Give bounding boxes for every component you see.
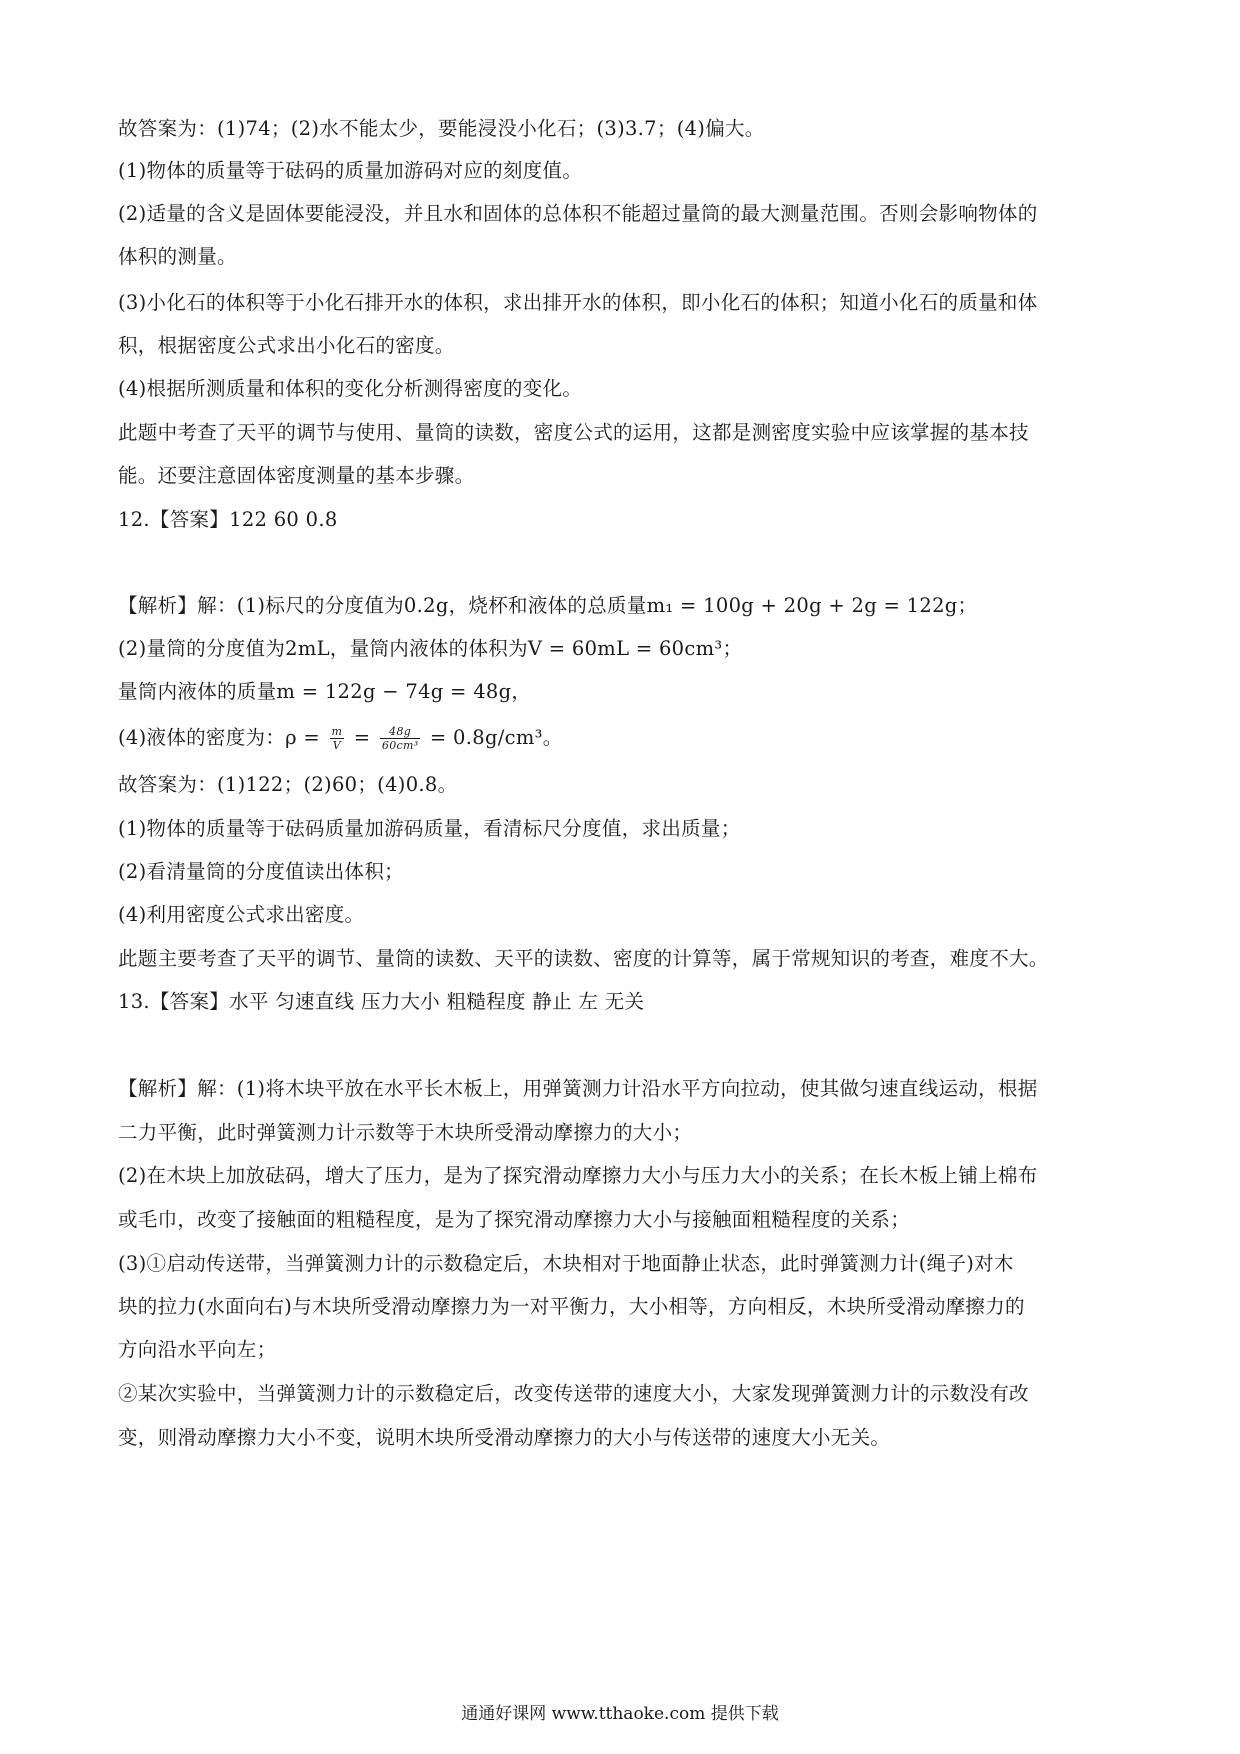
- explanation-line: 此题主要考查了天平的调节、量筒的读数、天平的读数、密度的计算等，属于常规知识的考查，难度不大。: [118, 947, 1049, 970]
- equals-sign: =: [347, 726, 377, 749]
- fraction-numerator: 48g: [380, 725, 421, 739]
- explanation-line: 能。还要注意固体密度测量的基本步骤。: [118, 464, 475, 487]
- fraction-denominator: 60cm³: [381, 739, 419, 752]
- explanation-line: 方向沿水平向左；: [118, 1338, 277, 1361]
- question-13-answer: 13.【答案】水平 匀速直线 压力大小 粗糙程度 静止 左 无关: [118, 990, 645, 1013]
- explanation-line: 量筒内液体的质量m = 122g − 74g = 48g，: [118, 680, 532, 703]
- explanation-line: 体积的测量。: [118, 245, 237, 268]
- explanation-line: 变，则滑动摩擦力大小不变，说明木块所受滑动摩擦力的大小与传送带的速度大小无关。: [118, 1426, 891, 1449]
- question-12-answer: 12.【答案】122 60 0.8: [118, 508, 338, 531]
- explanation-line: (4)利用密度公式求出密度。: [118, 903, 365, 926]
- density-prefix: (4)液体的密度为：ρ =: [118, 726, 327, 749]
- explanation-line: (3)小化石的体积等于小化石排开水的体积，求出排开水的体积，即小化石的体积；知道小化石的质量和体: [118, 291, 1038, 314]
- answer-summary-11: 故答案为：(1)74；(2)水不能太少，要能浸没小化石；(3)3.7；(4)偏大。: [118, 117, 765, 140]
- explanation-line: (3)①启动传送带，当弹簧测力计的示数稳定后，木块相对于地面静止状态，此时弹簧测力计(绳子)对木: [118, 1252, 1014, 1275]
- density-result: = 0.8g/cm³。: [423, 726, 563, 749]
- explanation-line: (1)物体的质量等于砝码的质量加游码对应的刻度值。: [118, 159, 583, 182]
- explanation-line: 块的拉力(水面向右)与木块所受滑动摩擦力为一对平衡力，大小相等，方向相反，木块所受滑动摩擦力的: [118, 1295, 1025, 1318]
- fraction-m-over-v: [330, 725, 345, 752]
- answer-summary-12: 故答案为：(1)122；(2)60；(4)0.8。: [118, 773, 458, 796]
- explanation-line: 或毛巾，改变了接触面的粗糙程度，是为了探究滑动摩擦力大小与接触面粗糙程度的关系；: [118, 1208, 911, 1231]
- question-13-analysis: 【解析】解：(1)将木块平放在水平长木板上，用弹簧测力计沿水平方向拉动，使其做匀速直线运动，根据: [118, 1077, 1038, 1100]
- explanation-line: 积，根据密度公式求出小化石的密度。: [118, 334, 455, 357]
- explanation-line: (2)适量的含义是固体要能浸没，并且水和固体的总体积不能超过量筒的最大测量范围。否则会影响物体的: [118, 202, 1038, 225]
- page-footer: 通通好课网 www.tthaoke.com 提供下载: [461, 1704, 779, 1724]
- explanation-line: (2)在木块上加放砝码，增大了压力，是为了探究滑动摩擦力大小与压力大小的关系；在长木板上铺上棉布: [118, 1164, 1038, 1187]
- explanation-line: (2)看清量筒的分度值读出体积；: [118, 860, 404, 883]
- fraction-denominator: V: [332, 739, 342, 752]
- question-12-analysis: 【解析】解：(1)标尺的分度值为0.2g，烧杯和液体的总质量m₁ = 100g + 20g + 2g = 122g；: [118, 594, 978, 617]
- explanation-line: 二力平衡，此时弹簧测力计示数等于木块所受滑动摩擦力的大小；: [118, 1121, 693, 1144]
- explanation-line: (1)物体的质量等于砝码质量加游码质量，看清标尺分度值，求出质量；: [118, 817, 741, 840]
- explanation-line: (2)量筒的分度值为2mL，量筒内液体的体积为V = 60mL = 60cm³；: [118, 637, 743, 660]
- explanation-line: ②某次实验中，当弹簧测力计的示数稳定后，改变传送带的速度大小，大家发现弹簧测力计的示数没有改: [118, 1382, 1029, 1405]
- density-formula-line: [118, 723, 1128, 753]
- explanation-line: 此题中考查了天平的调节与使用、量筒的读数，密度公式的运用，这都是测密度实验中应该掌握的基本技: [118, 421, 1029, 444]
- explanation-line: (4)根据所测质量和体积的变化分析测得密度的变化。: [118, 377, 583, 400]
- fraction-values: [380, 725, 421, 752]
- fraction-numerator: m: [331, 725, 343, 738]
